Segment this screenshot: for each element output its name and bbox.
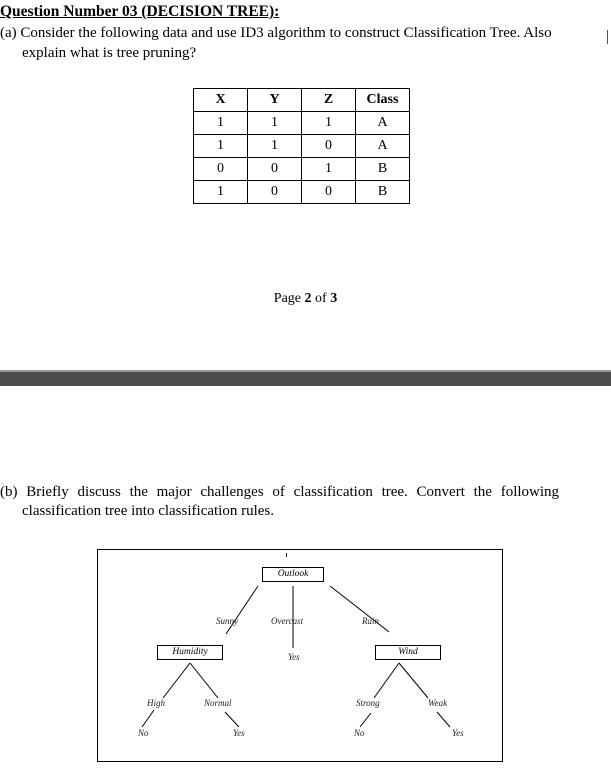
page-prefix: Page <box>273 291 305 306</box>
edge-high <box>163 663 190 698</box>
branch-weak: Weak <box>428 698 448 708</box>
leaf-strong-no: No <box>354 728 365 738</box>
table-cell: A <box>356 112 410 135</box>
question-heading: Question Number 03 (DECISION TREE): <box>0 3 280 20</box>
table-cell: 0 <box>248 158 302 181</box>
branch-sunny: Sunny <box>216 616 238 626</box>
header-x: X <box>194 89 248 112</box>
edge-normal-leaf <box>225 712 239 727</box>
header-class: Class <box>356 89 410 112</box>
edge-normal <box>190 663 218 698</box>
header-z: Z <box>302 89 356 112</box>
page-total: 3 <box>330 291 338 306</box>
branch-normal: Normal <box>204 698 232 708</box>
text-cursor-mark <box>607 30 608 44</box>
edge-sunny <box>226 586 258 634</box>
edge-strong <box>374 663 399 698</box>
header-y: Y <box>248 89 302 112</box>
table-cell: 0 <box>248 181 302 204</box>
table-cell: 0 <box>194 158 248 181</box>
part-b-line-1: (b) Briefly discuss the major challenges of classification tree. Convert the following <box>0 484 560 500</box>
table-header-row <box>194 89 410 112</box>
table-cell: 1 <box>302 158 356 181</box>
branch-strong: Strong <box>356 698 380 708</box>
table-cell: 1 <box>248 135 302 158</box>
page-current: 2 <box>304 291 312 306</box>
leaf-high-no: No <box>138 728 149 738</box>
decision-tree-figure <box>97 549 503 762</box>
leaf-weak-yes: Yes <box>452 728 464 738</box>
branch-rain: Rain <box>362 616 379 626</box>
table-cell: 1 <box>248 112 302 135</box>
edge-strong-leaf <box>360 713 371 727</box>
table-cell: 0 <box>302 181 356 204</box>
page-of: of <box>311 291 331 306</box>
node-outlook: Outlook <box>262 567 324 582</box>
leaf-overcast-yes: Yes <box>288 652 300 662</box>
table-cell: 0 <box>302 135 356 158</box>
edge-weak-leaf <box>437 712 450 727</box>
part-a-line-2: explain what is tree pruning? <box>22 45 197 61</box>
table-cell: B <box>356 181 410 204</box>
edge-high-leaf <box>142 710 154 727</box>
edge-weak <box>399 663 428 698</box>
training-data-table <box>193 88 410 204</box>
page-number <box>0 291 611 307</box>
table-row <box>194 135 410 158</box>
table-row <box>194 181 410 204</box>
table-cell: B <box>356 158 410 181</box>
leaf-normal-yes: Yes <box>233 728 245 738</box>
table-cell: 1 <box>194 181 248 204</box>
part-a-line-1: (a) Consider the following data and use ID3 algorithm to construct Classification Tree. Also <box>0 25 552 41</box>
table-row <box>194 158 410 181</box>
node-humidity: Humidity <box>157 645 223 660</box>
part-b-line-2: classification tree into classification rules. <box>22 503 274 519</box>
branch-overcast: Overcast <box>271 616 304 626</box>
table-cell: 1 <box>302 112 356 135</box>
table-cell: 1 <box>194 112 248 135</box>
node-wind: Wind <box>375 645 441 660</box>
page-break-divider <box>0 370 611 386</box>
table-cell: 1 <box>194 135 248 158</box>
edge-rain <box>330 586 389 632</box>
table-cell: A <box>356 135 410 158</box>
table-row <box>194 112 410 135</box>
branch-high: High <box>147 698 165 708</box>
